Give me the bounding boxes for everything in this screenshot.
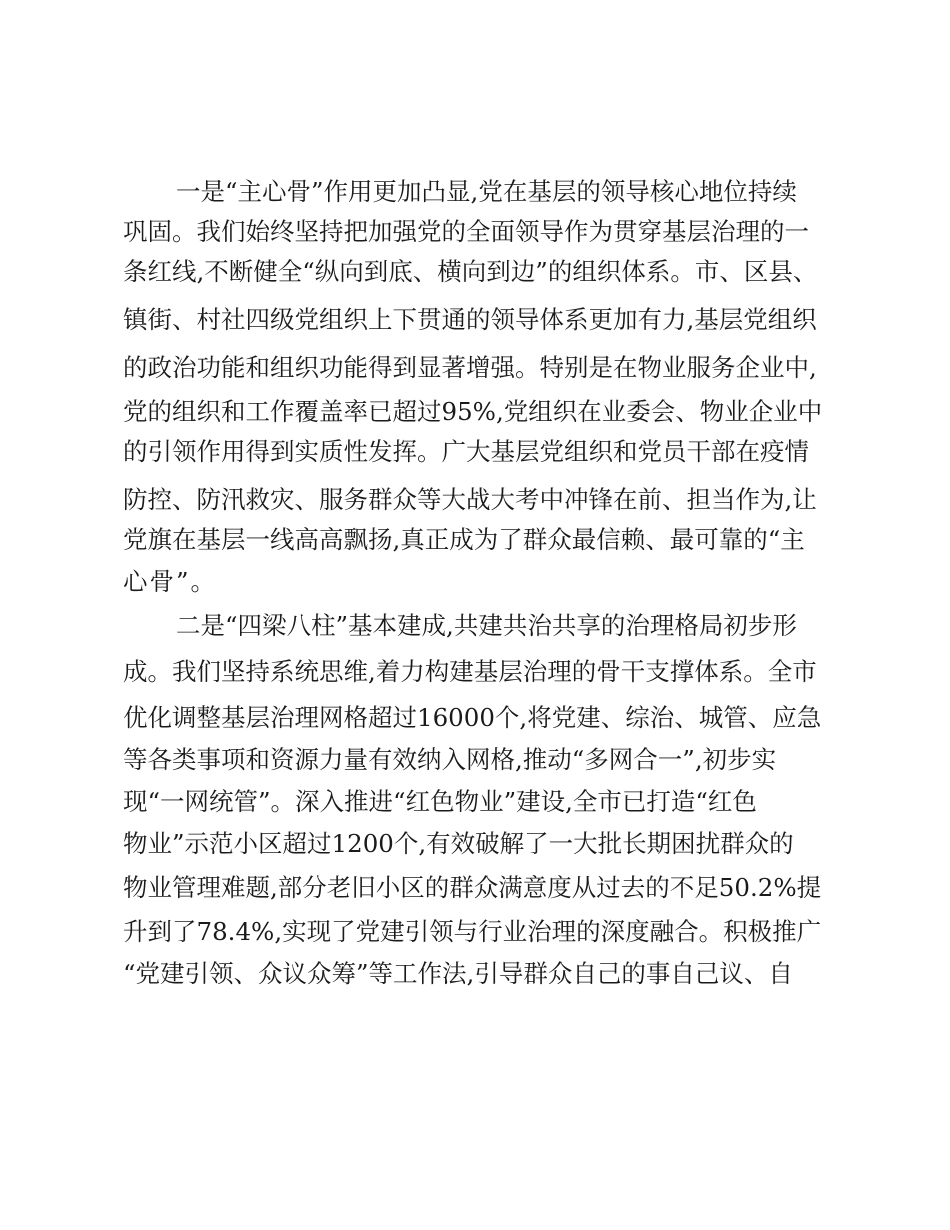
paragraph-1-line-3: 条红线,不断健全“纵向到底、横向到边”的组织体系。市、区县、 bbox=[123, 257, 818, 286]
paragraph-2-line-4: 等各类事项和资源力量有效纳入网格,推动“多网合一”,初步实 bbox=[123, 745, 777, 774]
paragraph-1-line-6: 党的组织和工作覆盖率已超过95%,党组织在业委会、物业企业中 bbox=[123, 397, 823, 426]
paragraph-1-line-4: 镇街、村社四级党组织上下贯通的领导体系更加有力,基层党组织 bbox=[123, 305, 817, 334]
paragraph-1-line-7: 的引领作用得到实质性发挥。广大基层党组织和党员干部在疫情 bbox=[123, 437, 809, 466]
paragraph-2-line-1: 二是“四梁八柱”基本建成,共建共治共享的治理格局初步形 bbox=[176, 611, 797, 640]
paragraph-1-line-10: 心骨”。 bbox=[123, 567, 218, 596]
paragraph-1-line-2: 巩固。我们始终坚持把加强党的全面领导作为贯穿基层治理的一 bbox=[123, 217, 809, 246]
paragraph-2-line-2: 成。我们坚持系统思维,着力构建基层治理的骨干支撑体系。全市 bbox=[123, 657, 817, 686]
paragraph-2-line-9: “党建引领、众议众筹”等工作法,引导群众自己的事自己议、自 bbox=[123, 959, 793, 988]
paragraph-1-line-8: 防控、防汛救灾、服务群众等大战大考中冲锋在前、担当作为,让 bbox=[123, 485, 817, 514]
paragraph-1-line-9: 党旗在基层一线高高飘扬,真正成为了群众最信赖、最可靠的“主 bbox=[123, 525, 805, 554]
paragraph-2-line-7: 物业管理难题,部分老旧小区的群众满意度从过去的不足50.2%提 bbox=[123, 873, 822, 902]
paragraph-2-line-8: 升到了78.4%,实现了党建引领与行业治理的深度融合。积极推广 bbox=[123, 917, 822, 946]
paragraph-2-line-5: 现“一网统管”。深入推进“红色物业”建设,全市已打造“红色 bbox=[123, 787, 757, 816]
paragraph-1-line-1: 一是“主心骨”作用更加凸显,党在基层的领导核心地位持续 bbox=[176, 177, 797, 206]
paragraph-2-line-6: 物业”示范小区超过1200个,有效破解了一大批长期困扰群众的 bbox=[123, 829, 794, 858]
paragraph-1-line-5: 的政治功能和组织功能得到显著增强。特别是在物业服务企业中, bbox=[123, 353, 817, 382]
paragraph-2-line-3: 优化调整基层治理网格超过16000个,将党建、综治、城管、应急 bbox=[123, 703, 822, 732]
